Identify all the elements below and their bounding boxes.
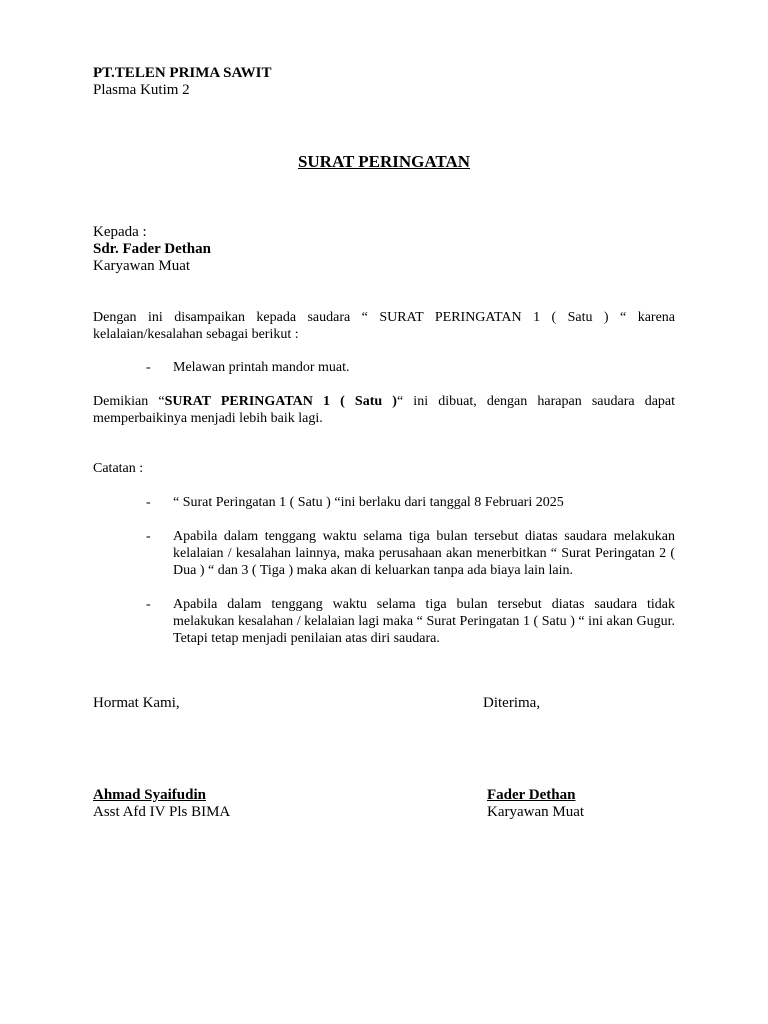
receiver-name: Fader Dethan [487, 787, 576, 803]
receiver-greeting: Diterima, [483, 695, 541, 711]
violation-item: Melawan printah mandor muat. [173, 360, 350, 375]
closing-prefix: Demikian “ [93, 394, 165, 409]
page-title: SURAT PERINGATAN [297, 152, 471, 171]
intro-paragraph: Dengan ini disampaikan kepada saudara “ SURAT PERINGATAN 1 ( Satu ) “ karena kelalaian/kesalahan sebagai berikut : [93, 310, 675, 342]
note-bullet: - [146, 495, 151, 510]
sender-name: Ahmad Syaifudin [93, 787, 206, 803]
company-unit: Plasma Kutim 2 [93, 82, 190, 98]
recipient-name: Sdr. Fader Dethan [93, 241, 211, 257]
note-item: Apabila dalam tenggang waktu selama tiga bulan tersebut diatas saudara melakukan kelalaian / kesalahan lainnya, maka perusahaan akan menerbitkan “ Surat Peringatan 2 ( Dua ) “ dan 3 ( Tiga ) maka akan di keluarkan tanpa ada biaya lain lain. [173, 529, 675, 578]
note-item: “ Surat Peringatan 1 ( Satu ) “ini berlaku dari tanggal 8 Februari 2025 [173, 495, 564, 510]
closing-paragraph [93, 393, 675, 427]
notes-label: Catatan : [93, 461, 144, 476]
closing-suffix: “ ini dibuat, dengan harapan saudara dapat memperbaikinya menjadi lebih baik lagi. [93, 394, 676, 426]
sender-title: Asst Afd IV Pls BIMA [93, 804, 231, 820]
receiver-title: Karyawan Muat [487, 804, 585, 820]
violation-bullet: - [146, 360, 151, 375]
note-bullet: - [146, 597, 151, 612]
note-bullet: - [146, 529, 151, 544]
company-name: PT.TELEN PRIMA SAWIT [93, 65, 272, 81]
closing-bold-title: SURAT PERINGATAN 1 ( Satu ) [164, 394, 397, 409]
note-item: Apabila dalam tenggang waktu selama tiga bulan tersebut diatas saudara tidak melakukan kesalahan / kelalaian lagi maka “ Surat Peringatan 1 ( Satu ) “ ini akan Gugur. Tetapi tetap menjadi penilaian atas diri saudara. [173, 597, 675, 646]
recipient-position: Karyawan Muat [93, 258, 191, 274]
sender-greeting: Hormat Kami, [93, 695, 180, 711]
recipient-label: Kepada : [93, 224, 147, 240]
